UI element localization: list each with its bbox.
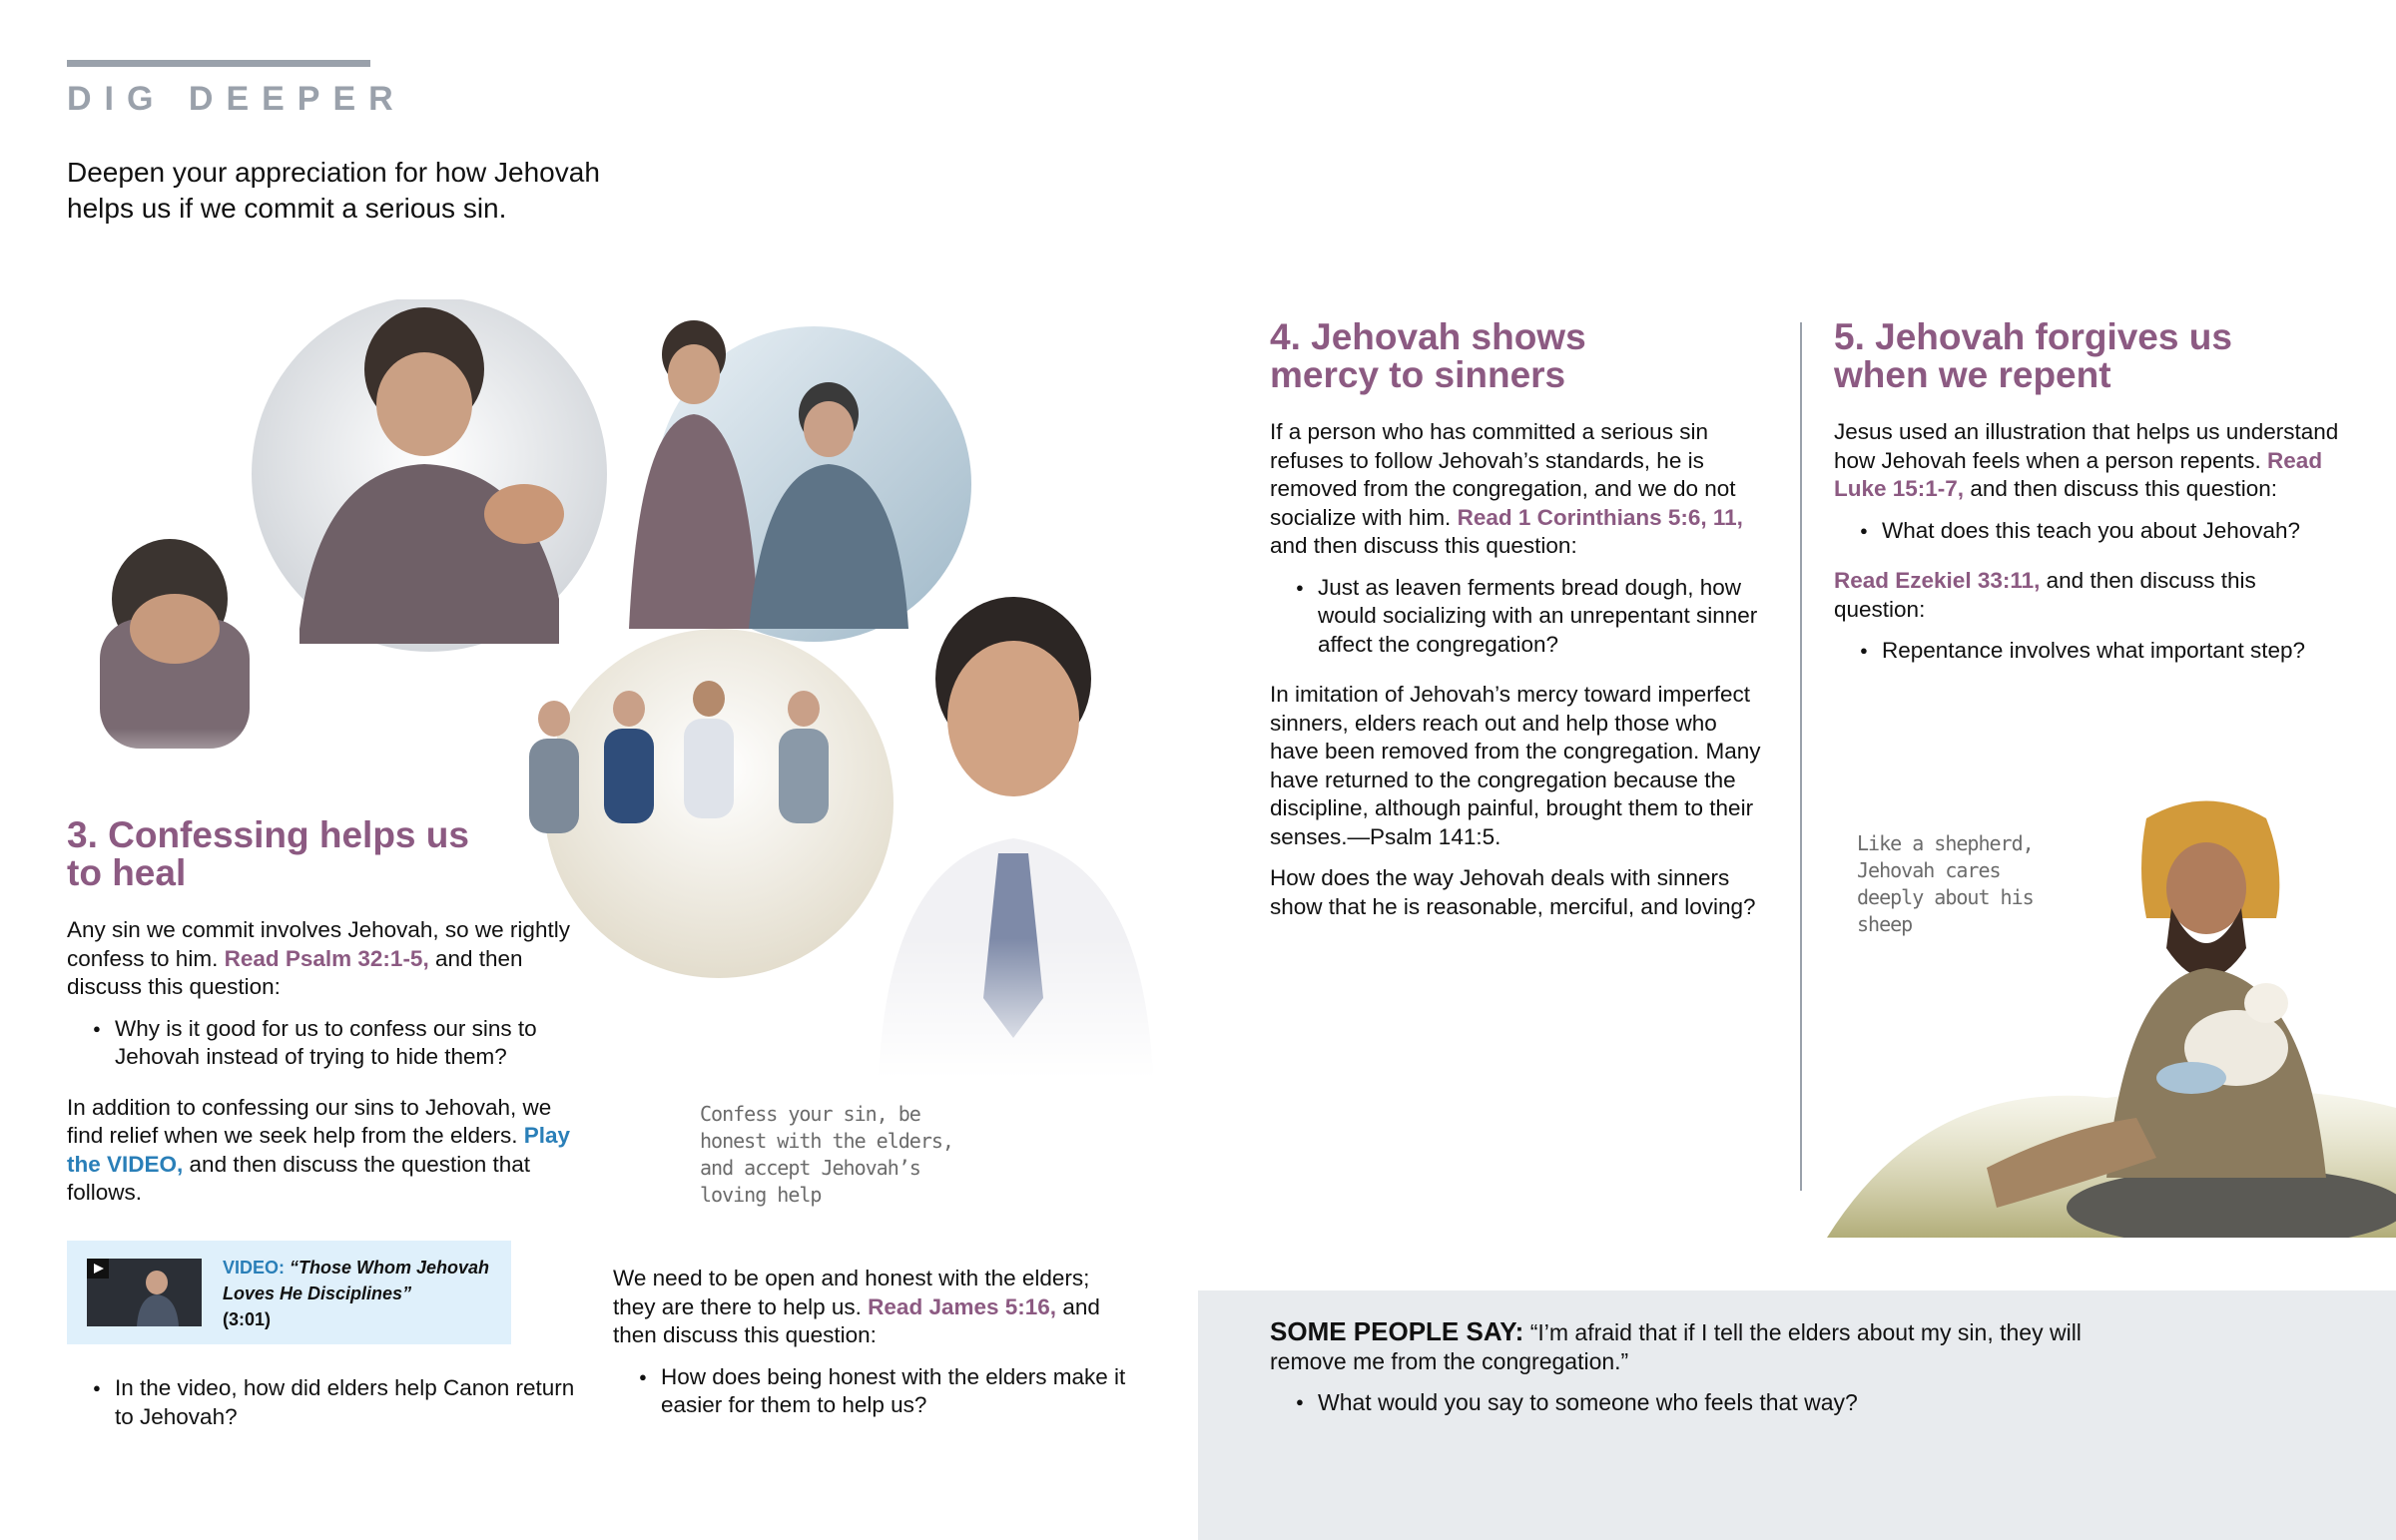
man-kneeling-figure	[80, 539, 280, 798]
section4-title: 4. Jehovah shows mercy to sinners	[1270, 316, 1586, 395]
section4-body	[1270, 418, 1769, 934]
section5-para2: Read Ezekiel 33:11, and then discuss this question:	[1834, 568, 2256, 622]
ezekiel-33-reference[interactable]: Read Ezekiel 33:11,	[1834, 568, 2041, 593]
section3-bullet3: ● How does being honest with the elders make it easier for them to help us?	[613, 1363, 1132, 1420]
luke-15-reference[interactable]: Read Luke 15:1-7,	[1834, 447, 2323, 501]
section3-bullet1: ● Why is it good for us to confess our sins to Jehovah instead of trying to hide them?	[67, 1015, 576, 1072]
section3-title: 3. Confessing helps us to heal	[67, 814, 469, 893]
section4-para2: In imitation of Jehovah’s mercy toward imperfect sinners, elders reach out and help those who have been removed from the congregation. Many have returned to the congregation because the discipline, although painful, brought them to their senses.—Psalm 141:5.	[1270, 682, 1761, 849]
section5-bullet1: ● What does this teach you about Jehovah?	[1834, 517, 2353, 546]
play-video-link[interactable]: Play the VIDEO,	[67, 1123, 571, 1177]
corinthians-reference[interactable]: Read 1 Corinthians 5:6, 11,	[1457, 504, 1743, 530]
section5-title: 5. Jehovah forgives us when we repent	[1834, 316, 2232, 395]
section4-bullet1: ● Just as leaven ferments bread dough, how would socializing with an unrepentant sinner affect the congregation?	[1270, 574, 1769, 660]
section3-elders-body	[613, 1265, 1132, 1433]
confession-caption: Confess your sin, be honest with the elders, and accept Jehovah’s loving help	[700, 1102, 953, 1207]
section-eyebrow: DIG DEEPER	[67, 80, 406, 118]
intro-text: Deepen your appreciation for how Jehovah helps us if we commit a serious sin.	[67, 157, 600, 224]
some-people-say-bullet: ● What would you say to someone who feels that way?	[1270, 1388, 2089, 1417]
section4-para1: If a person who has committed a serious sin refuses to follow Jehovah’s standards, he is removed from the congregation, and we do not socialize with him. Read 1 Corinthians 5:6, 11, and then discuss this question:	[1270, 419, 1743, 558]
shepherd-illustration	[1807, 778, 2396, 1238]
section5-bullet2: ● Repentance involves what important step?	[1834, 637, 2353, 666]
video-thumbnail[interactable]	[87, 1259, 202, 1326]
shepherd-caption: Like a shepherd, Jehovah cares deeply about his sheep	[1857, 831, 2034, 936]
video-duration: (3:01)	[223, 1309, 272, 1329]
hopeful-young-man-figure	[859, 597, 1158, 1078]
section3-para3: We need to be open and honest with the elders; they are there to help us. Read James 5:16, and then discuss this question:	[613, 1266, 1100, 1347]
some-people-say-quote: “I’m afraid that if I tell the elders about my sin, they will remove me from the congregation.”	[1270, 1319, 2082, 1374]
section3-bullet2: ● In the video, how did elders help Canon return to Jehovah?	[67, 1374, 576, 1431]
section4-para3: How does the way Jehovah deals with sinners show that he is reasonable, merciful, and loving?	[1270, 865, 1756, 919]
section3-para2: In addition to confessing our sins to Jehovah, we find relief when we seek help from the elders. Play the VIDEO, and then discuss the question that follows.	[67, 1094, 571, 1205]
psalm-32-reference[interactable]: Read Psalm 32:1-5,	[224, 945, 429, 971]
james-5-reference[interactable]: Read James 5:16,	[868, 1293, 1057, 1319]
section3-para1: Any sin we commit involves Jehovah, so we rightly confess to him. Read Psalm 32:1-5, and then discuss this question:	[67, 917, 570, 999]
some-people-say-text	[1270, 1317, 2089, 1430]
section5-body	[1834, 418, 2353, 679]
section3-body	[67, 916, 576, 1221]
video-title: “Those Whom Jehovah Loves He Disciplines”	[223, 1258, 490, 1303]
header-accent-bar	[67, 60, 370, 67]
section5-para1: Jesus used an illustration that helps us understand how Jehovah feels when a person repents. Read Luke 15:1-7, and then discuss this question:	[1834, 419, 2339, 501]
video-info	[223, 1255, 502, 1332]
video-label: VIDEO:	[223, 1258, 286, 1278]
video-card[interactable]	[67, 1241, 511, 1344]
column-divider	[1800, 322, 1802, 1191]
some-people-say-label: SOME PEOPLE SAY:	[1270, 1316, 1524, 1346]
